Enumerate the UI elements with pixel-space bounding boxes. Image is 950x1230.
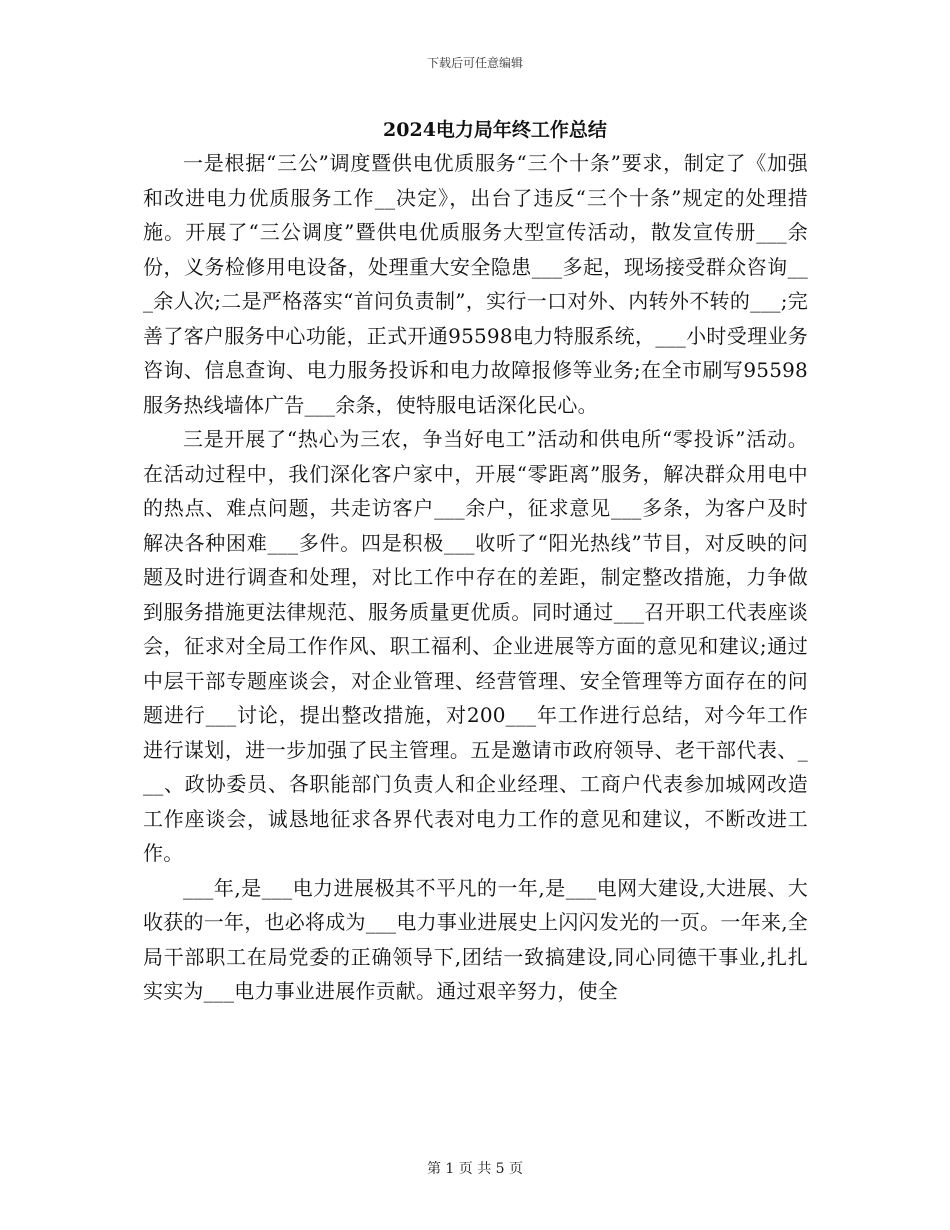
paragraph-2: 三是开展了“热心为三农，争当好电工”活动和供电所“零投诉”活动。在活动过程中，我们深化客户家中，开展“零距离”服务，解决群众用电中的热点、难点问题，共走访客户___余户，征求意见___多条，为客户及时解决各种困难___多件。四是积极___收听了“阳光热线”节目，对反映的问题及时进行调查和处理，对比工作中存在的差距，制定整改措施，力争做到服务措施更法律规范、服务质量更优质。同时通过___召开职工代表座谈会，征求对全局工作作风、职工福利、企业进展等方面的意见和建议;通过中层干部专题座谈会，对企业管理、经营管理、安全管理等方面存在的问题进行___讨论，提出整改措施，对200___年工作进行总结，对今年工作进行谋划，进一步加强了民主管理。五是邀请市政府领导、老干部代表、___、政协委员、各职能部门负责人和企业经理、工商户代表参加城网改造工作座谈会，诚恳地征求各界代表对电力工作的意见和建议，不断改进工作。 — [143, 427, 808, 865]
page-header-note: 下载后可任意编辑 — [426, 56, 523, 70]
document-body — [143, 146, 808, 1009]
document-title: 2024电力局年终工作总结 — [383, 119, 607, 141]
paragraph-1: 一是根据“三公”调度暨供电优质服务“三个十条”要求，制定了《加强和改进电力优质服务工作__决定》，出台了违反“三个十条”规定的处理措施。开展了“三公调度”暨供电优质服务大型宣传活动，散发宣传册___余份，义务检修用电设备，处理重大安全隐患___多起，现场接受群众咨询___余人次;二是严格落实“首问负责制”，实行一口对外、内转外不转的___;完善了客户服务中心功能，正式开通95598电力特服系统，___小时受理业务咨询、信息查询、电力服务投诉和电力故障报修等业务;在全市刷写95598服务热线墙体广告___余条，使特服电话深化民心。 — [143, 151, 808, 417]
page-number-footer: 第 1 页 共 5 页 — [426, 1161, 524, 1177]
paragraph-3: ___年,是___电力进展极其不平凡的一年,是___电网大建设,大进展、大收获的一年，也必将成为___电力事业进展史上闪闪发光的一页。一年来,全局干部职工在局党委的正确领导下,团结一致搞建设,同心同德干事业,扎扎实实为___电力事业进展作贡献。通过艰辛努力，使全 — [143, 875, 808, 1003]
